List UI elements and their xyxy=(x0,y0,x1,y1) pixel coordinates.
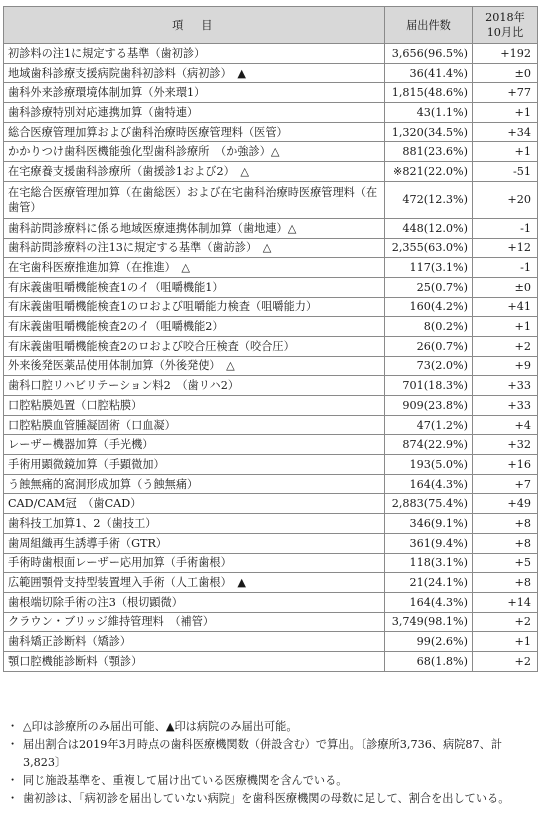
count-cell: 1,815(48.6%) xyxy=(385,83,473,103)
count-cell: 118(3.1%) xyxy=(385,553,473,573)
header-change-line2: 10月比 xyxy=(486,26,524,39)
item-cell: 有床義歯咀嚼機能検査1のロおよび咀嚼能力検査（咀嚼能力） xyxy=(4,297,385,317)
change-cell: +1 xyxy=(473,632,538,652)
table-row xyxy=(4,455,538,475)
change-cell: +77 xyxy=(473,83,538,103)
table-row xyxy=(4,238,538,258)
count-cell: 26(0.7%) xyxy=(385,336,473,356)
table-row xyxy=(4,592,538,612)
change-cell: +7 xyxy=(473,474,538,494)
item-cell: CAD/CAM冠 （歯CAD） xyxy=(4,494,385,514)
count-cell: 164(4.3%) xyxy=(385,592,473,612)
change-cell: +34 xyxy=(473,122,538,142)
item-cell: 在宅歯科医療推進加算（在推進） △ xyxy=(4,258,385,278)
table-body xyxy=(4,44,538,672)
change-cell: +8 xyxy=(473,573,538,593)
count-cell: 472(12.3%) xyxy=(385,181,473,218)
table-row xyxy=(4,218,538,238)
change-cell: +8 xyxy=(473,533,538,553)
table-row xyxy=(4,162,538,182)
count-cell: 160(4.2%) xyxy=(385,297,473,317)
count-cell: 164(4.3%) xyxy=(385,474,473,494)
header-change-line1: 2018年 xyxy=(485,11,525,24)
table-row xyxy=(4,103,538,123)
item-cell: 地域歯科診療支援病院歯科初診料（病初診） ▲ xyxy=(4,63,385,83)
table-row xyxy=(4,632,538,652)
table-row xyxy=(4,63,538,83)
item-cell: 歯科口腔リハビリテーション料2 （歯リハ2） xyxy=(4,376,385,396)
item-cell: 歯根端切除手術の注3（根切顕微） xyxy=(4,592,385,612)
header-item xyxy=(4,7,385,44)
footnote-bullet: ・ xyxy=(7,738,19,751)
change-cell: +14 xyxy=(473,592,538,612)
change-cell: -51 xyxy=(473,162,538,182)
table-row xyxy=(4,553,538,573)
table-row xyxy=(4,612,538,632)
count-cell: 346(9.1%) xyxy=(385,514,473,534)
count-cell: 47(1.2%) xyxy=(385,415,473,435)
footnote xyxy=(3,736,537,772)
table-row xyxy=(4,83,538,103)
count-cell: 881(23.6%) xyxy=(385,142,473,162)
change-cell: +33 xyxy=(473,396,538,416)
count-cell: 3,656(96.5%) xyxy=(385,44,473,64)
table-row xyxy=(4,474,538,494)
item-cell: かかりつけ歯科医機能強化型歯科診療所 （か強診）△ xyxy=(4,142,385,162)
item-cell: 初診料の注1に規定する基準（歯初診） xyxy=(4,44,385,64)
count-cell: 117(3.1%) xyxy=(385,258,473,278)
item-cell: 外来後発医薬品使用体制加算（外後発使） △ xyxy=(4,356,385,376)
facility-standards-table xyxy=(3,6,538,672)
change-cell: +33 xyxy=(473,376,538,396)
count-cell: 99(2.6%) xyxy=(385,632,473,652)
change-cell: +4 xyxy=(473,415,538,435)
facility-standards-table-container xyxy=(3,6,537,805)
item-cell: 歯科外来診療環境体制加算（外来環1） xyxy=(4,83,385,103)
item-cell: クラウン・ブリッジ維持管理料 （補管） xyxy=(4,612,385,632)
footnote xyxy=(3,790,537,808)
item-cell: 顎口腔機能診断料（顎診） xyxy=(4,651,385,671)
count-cell: 43(1.1%) xyxy=(385,103,473,123)
table-row xyxy=(4,336,538,356)
header-count: 届出件数 xyxy=(385,7,473,44)
item-cell: レーザー機器加算（手光機） xyxy=(4,435,385,455)
table-row xyxy=(4,435,538,455)
count-cell: ※821(22.0%) xyxy=(385,162,473,182)
footnote-bullet: ・ xyxy=(7,720,19,733)
table-row xyxy=(4,415,538,435)
count-cell: 874(22.9%) xyxy=(385,435,473,455)
item-cell: 歯周組織再生誘導手術（GTR） xyxy=(4,533,385,553)
footnotes xyxy=(3,718,537,808)
table-row xyxy=(4,494,538,514)
change-cell: +5 xyxy=(473,553,538,573)
table-row xyxy=(4,297,538,317)
item-cell: 広範囲顎骨支持型装置埋入手術（人工歯根） ▲ xyxy=(4,573,385,593)
item-cell: 手術用顕微鏡加算（手顕微加） xyxy=(4,455,385,475)
table-row xyxy=(4,356,538,376)
footnote-text: △印は診療所のみ届出可能、▲印は病院のみ届出可能。 xyxy=(23,720,298,733)
change-cell: +2 xyxy=(473,336,538,356)
count-cell: 25(0.7%) xyxy=(385,277,473,297)
count-cell: 193(5.0%) xyxy=(385,455,473,475)
item-cell: 歯科診療特別対応連携加算（歯特連） xyxy=(4,103,385,123)
table-row xyxy=(4,651,538,671)
change-cell: +2 xyxy=(473,651,538,671)
change-cell: ±0 xyxy=(473,277,538,297)
item-cell: 在宅総合医療管理加算（在歯総医）および在宅歯科治療時医療管理料（在歯管） xyxy=(4,181,385,218)
item-cell: 在宅療養支援歯科診療所（歯援診1および2） △ xyxy=(4,162,385,182)
change-cell: +192 xyxy=(473,44,538,64)
count-cell: 909(23.8%) xyxy=(385,396,473,416)
header-item-label: 項 目 xyxy=(172,18,216,32)
change-cell: +2 xyxy=(473,612,538,632)
item-cell: 歯科技工加算1、2（歯技工） xyxy=(4,514,385,534)
table-row xyxy=(4,514,538,534)
item-cell: 総合医療管理加算および歯科治療時医療管理料（医管） xyxy=(4,122,385,142)
change-cell: +9 xyxy=(473,356,538,376)
table-row xyxy=(4,181,538,218)
count-cell: 361(9.4%) xyxy=(385,533,473,553)
item-cell: 手術時歯根面レーザー応用加算（手術歯根） xyxy=(4,553,385,573)
count-cell: 2,883(75.4%) xyxy=(385,494,473,514)
footnote-bullet: ・ xyxy=(7,792,19,805)
change-cell: +1 xyxy=(473,317,538,337)
count-cell: 3,749(98.1%) xyxy=(385,612,473,632)
item-cell: 口腔粘膜血管腫凝固術（口血凝） xyxy=(4,415,385,435)
count-cell: 2,355(63.0%) xyxy=(385,238,473,258)
item-cell: 口腔粘膜処置（口腔粘膜） xyxy=(4,396,385,416)
table-row xyxy=(4,317,538,337)
footnote-bullet: ・ xyxy=(7,774,19,787)
count-cell: 448(12.0%) xyxy=(385,218,473,238)
footnote-text: 歯初診は、「病初診を届出していない病院」を歯科医療機関の母数に足して、割合を出している。 xyxy=(23,792,510,805)
item-cell: 歯科訪問診療料に係る地域医療連携体制加算（歯地連）△ xyxy=(4,218,385,238)
change-cell: +8 xyxy=(473,514,538,534)
change-cell: +41 xyxy=(473,297,538,317)
table-header-row xyxy=(4,7,538,44)
item-cell: 有床義歯咀嚼機能検査1のイ（咀嚼機能1） xyxy=(4,277,385,297)
change-cell: +1 xyxy=(473,103,538,123)
count-cell: 701(18.3%) xyxy=(385,376,473,396)
table-row xyxy=(4,277,538,297)
item-cell: 歯科矯正診断料（矯診） xyxy=(4,632,385,652)
count-cell: 1,320(34.5%) xyxy=(385,122,473,142)
header-change xyxy=(473,7,538,44)
footnote-text: 届出割合は2019年3月時点の歯科医療機関数（併設含む）で算出。〔診療所3,736、病院87、計3,823〕 xyxy=(23,738,503,769)
change-cell: ±0 xyxy=(473,63,538,83)
change-cell: +20 xyxy=(473,181,538,218)
item-cell: 有床義歯咀嚼機能検査2のイ（咀嚼機能2） xyxy=(4,317,385,337)
change-cell: -1 xyxy=(473,218,538,238)
footnote xyxy=(3,772,537,790)
table-row xyxy=(4,376,538,396)
table-row xyxy=(4,44,538,64)
table-row xyxy=(4,122,538,142)
count-cell: 8(0.2%) xyxy=(385,317,473,337)
change-cell: +32 xyxy=(473,435,538,455)
item-cell: 有床義歯咀嚼機能検査2のロおよび咬合圧検査（咬合圧） xyxy=(4,336,385,356)
change-cell: +12 xyxy=(473,238,538,258)
change-cell: +1 xyxy=(473,142,538,162)
item-cell: 歯科訪問診療料の注13に規定する基準（歯訪診） △ xyxy=(4,238,385,258)
count-cell: 68(1.8%) xyxy=(385,651,473,671)
change-cell: +49 xyxy=(473,494,538,514)
count-cell: 21(24.1%) xyxy=(385,573,473,593)
item-cell: う蝕無痛的窩洞形成加算（う蝕無痛） xyxy=(4,474,385,494)
table-row xyxy=(4,142,538,162)
footnote xyxy=(3,718,537,736)
change-cell: -1 xyxy=(473,258,538,278)
count-cell: 36(41.4%) xyxy=(385,63,473,83)
change-cell: +16 xyxy=(473,455,538,475)
count-cell: 73(2.0%) xyxy=(385,356,473,376)
table-row xyxy=(4,573,538,593)
table-row xyxy=(4,396,538,416)
table-row xyxy=(4,258,538,278)
table-row xyxy=(4,533,538,553)
footnote-text: 同じ施設基準を、重複して届け出ている医療機関を含んでいる。 xyxy=(23,774,348,787)
